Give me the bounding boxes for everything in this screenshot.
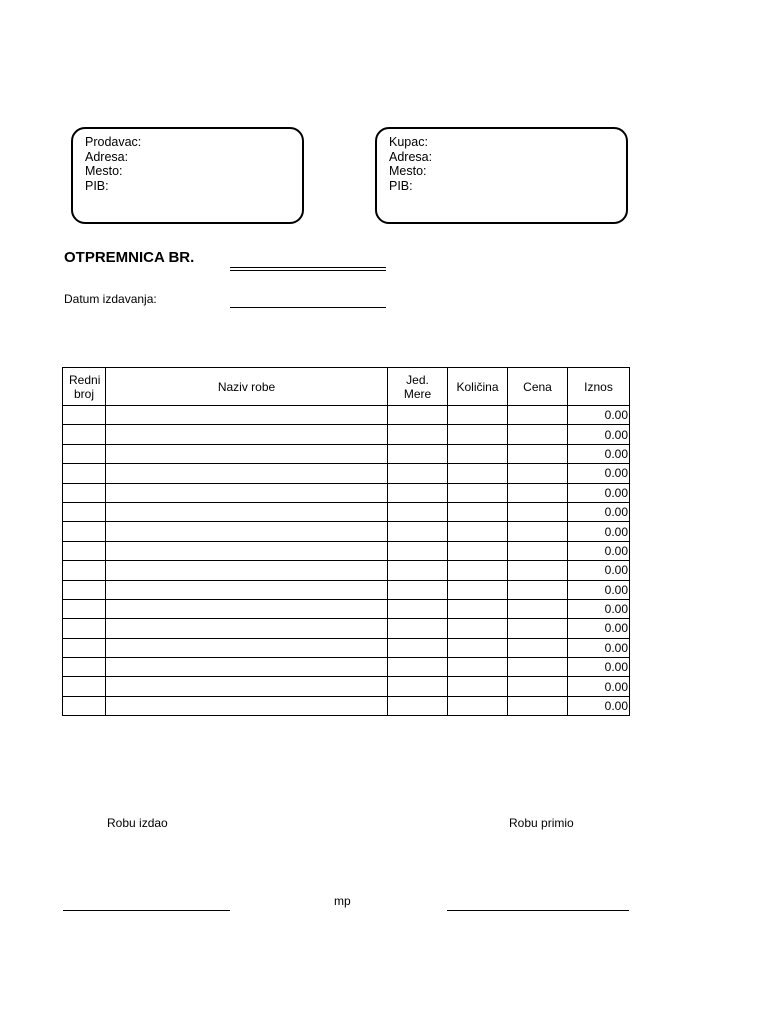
quantity-cell[interactable] — [448, 638, 508, 657]
seller-address-label: Adresa: — [85, 149, 129, 164]
price-cell[interactable] — [508, 638, 568, 657]
quantity-cell[interactable] — [448, 599, 508, 618]
table-row — [63, 580, 630, 599]
issued-by-label: Robu izdao — [107, 816, 168, 830]
amount-cell: 0.00 — [568, 619, 630, 638]
table-row — [63, 444, 630, 463]
quantity-cell[interactable] — [448, 425, 508, 444]
price-cell[interactable] — [508, 677, 568, 696]
table-row — [63, 522, 630, 541]
quantity-cell[interactable] — [448, 522, 508, 541]
seller-city-label: Mesto: — [85, 164, 123, 178]
amount-cell: 0.00 — [568, 502, 630, 521]
received-by-label: Robu primio — [509, 816, 574, 830]
row-number-cell[interactable] — [63, 638, 106, 657]
amount-cell: 0.00 — [568, 599, 630, 618]
unit-cell[interactable] — [388, 677, 448, 696]
price-cell[interactable] — [508, 580, 568, 599]
buyer-pib-label: PIB: — [389, 178, 413, 193]
table-header-row — [63, 368, 630, 406]
table-row — [63, 425, 630, 444]
item-name-cell[interactable] — [106, 425, 388, 444]
table-row — [63, 677, 630, 696]
received-by-signature-line[interactable] — [447, 910, 629, 911]
item-name-cell[interactable] — [106, 483, 388, 502]
unit-cell[interactable] — [388, 522, 448, 541]
quantity-cell[interactable] — [448, 483, 508, 502]
row-number-cell[interactable] — [63, 425, 106, 444]
unit-cell[interactable] — [388, 541, 448, 560]
price-cell[interactable] — [508, 696, 568, 715]
item-name-cell[interactable] — [106, 677, 388, 696]
issued-by-signature-line[interactable] — [63, 910, 230, 911]
item-name-cell[interactable] — [106, 464, 388, 483]
document-number-line-lower — [230, 270, 386, 271]
item-name-cell[interactable] — [106, 638, 388, 657]
column-header-amount: Iznos — [568, 368, 630, 406]
row-number-cell[interactable] — [63, 599, 106, 618]
item-name-cell[interactable] — [106, 541, 388, 560]
unit-cell[interactable] — [388, 696, 448, 715]
table-row — [63, 658, 630, 677]
item-name-cell[interactable] — [106, 658, 388, 677]
buyer-label: Kupac: — [389, 135, 428, 149]
price-cell[interactable] — [508, 406, 568, 425]
quantity-cell[interactable] — [448, 580, 508, 599]
unit-cell[interactable] — [388, 580, 448, 599]
unit-cell[interactable] — [388, 406, 448, 425]
unit-cell[interactable] — [388, 638, 448, 657]
unit-cell[interactable] — [388, 444, 448, 463]
table-row — [63, 561, 630, 580]
amount-cell: 0.00 — [568, 522, 630, 541]
row-number-cell[interactable] — [63, 483, 106, 502]
column-header-unit-text: Jed. Mere — [403, 372, 432, 401]
price-cell[interactable] — [508, 522, 568, 541]
column-header-unit — [388, 368, 448, 406]
unit-cell[interactable] — [388, 599, 448, 618]
item-name-cell[interactable] — [106, 696, 388, 715]
item-name-cell[interactable] — [106, 599, 388, 618]
row-number-cell[interactable] — [63, 541, 106, 560]
price-cell[interactable] — [508, 502, 568, 521]
row-number-cell[interactable] — [63, 406, 106, 425]
quantity-cell[interactable] — [448, 658, 508, 677]
price-cell[interactable] — [508, 444, 568, 463]
price-cell[interactable] — [508, 619, 568, 638]
row-number-cell[interactable] — [63, 561, 106, 580]
document-title: OTPREMNICA BR. — [64, 249, 195, 266]
row-number-cell[interactable] — [63, 464, 106, 483]
amount-cell: 0.00 — [568, 658, 630, 677]
amount-cell: 0.00 — [568, 444, 630, 463]
column-header-item-name: Naziv robe — [106, 368, 388, 406]
amount-cell: 0.00 — [568, 696, 630, 715]
seller-label: Prodavac: — [85, 135, 142, 149]
column-header-price: Cena — [508, 368, 568, 406]
item-name-cell[interactable] — [106, 580, 388, 599]
amount-cell: 0.00 — [568, 638, 630, 657]
table-row — [63, 464, 630, 483]
column-header-number — [63, 368, 106, 406]
table-row — [63, 541, 630, 560]
price-cell[interactable] — [508, 599, 568, 618]
amount-cell: 0.00 — [568, 561, 630, 580]
item-name-cell[interactable] — [106, 522, 388, 541]
quantity-cell[interactable] — [448, 561, 508, 580]
stamp-label: mp — [334, 894, 351, 908]
amount-cell: 0.00 — [568, 425, 630, 444]
item-name-cell[interactable] — [106, 561, 388, 580]
unit-cell[interactable] — [388, 561, 448, 580]
quantity-cell[interactable] — [448, 619, 508, 638]
row-number-cell[interactable] — [63, 677, 106, 696]
row-number-cell[interactable] — [63, 444, 106, 463]
quantity-cell[interactable] — [448, 541, 508, 560]
table-row — [63, 696, 630, 715]
item-name-cell[interactable] — [106, 502, 388, 521]
column-header-quantity: Količina — [448, 368, 508, 406]
buyer-address-label: Adresa: — [389, 149, 433, 164]
unit-cell[interactable] — [388, 502, 448, 521]
issue-date-label: Datum izdavanja: — [64, 292, 157, 306]
amount-cell: 0.00 — [568, 483, 630, 502]
quantity-cell[interactable] — [448, 502, 508, 521]
item-name-cell[interactable] — [106, 444, 388, 463]
price-cell[interactable] — [508, 561, 568, 580]
column-header-number-text: Redni broj — [69, 372, 101, 401]
row-number-cell[interactable] — [63, 619, 106, 638]
quantity-cell[interactable] — [448, 677, 508, 696]
amount-cell: 0.00 — [568, 541, 630, 560]
item-name-cell[interactable] — [106, 619, 388, 638]
unit-cell[interactable] — [388, 464, 448, 483]
table-row — [63, 638, 630, 657]
row-number-cell[interactable] — [63, 696, 106, 715]
amount-cell: 0.00 — [568, 406, 630, 425]
row-number-cell[interactable] — [63, 658, 106, 677]
seller-info-box — [71, 127, 304, 224]
unit-cell[interactable] — [388, 658, 448, 677]
unit-cell[interactable] — [388, 619, 448, 638]
table-row — [63, 619, 630, 638]
issue-date-line[interactable] — [230, 307, 386, 308]
buyer-city-label: Mesto: — [389, 164, 427, 178]
quantity-cell[interactable] — [448, 406, 508, 425]
quantity-cell[interactable] — [448, 696, 508, 715]
row-number-cell[interactable] — [63, 580, 106, 599]
row-number-cell[interactable] — [63, 522, 106, 541]
quantity-cell[interactable] — [448, 464, 508, 483]
price-cell[interactable] — [508, 483, 568, 502]
price-cell[interactable] — [508, 658, 568, 677]
price-cell[interactable] — [508, 425, 568, 444]
document-number-line-upper[interactable] — [230, 267, 386, 268]
table-row — [63, 502, 630, 521]
item-name-cell[interactable] — [106, 406, 388, 425]
buyer-info-box — [375, 127, 628, 224]
table-row — [63, 483, 630, 502]
table-row — [63, 406, 630, 425]
quantity-cell[interactable] — [448, 444, 508, 463]
items-table — [62, 367, 630, 716]
row-number-cell[interactable] — [63, 502, 106, 521]
table-row — [63, 599, 630, 618]
unit-cell[interactable] — [388, 483, 448, 502]
amount-cell: 0.00 — [568, 580, 630, 599]
unit-cell[interactable] — [388, 425, 448, 444]
seller-pib-label: PIB: — [85, 178, 109, 193]
price-cell[interactable] — [508, 464, 568, 483]
price-cell[interactable] — [508, 541, 568, 560]
amount-cell: 0.00 — [568, 677, 630, 696]
amount-cell: 0.00 — [568, 464, 630, 483]
